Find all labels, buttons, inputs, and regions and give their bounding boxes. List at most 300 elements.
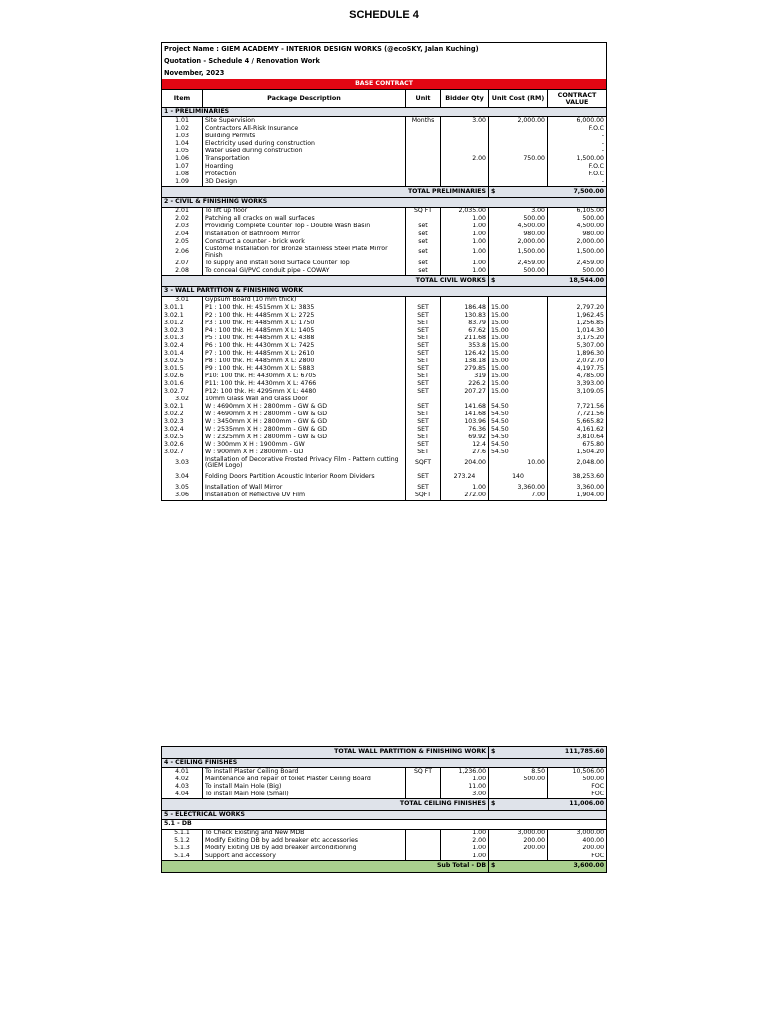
item-number: 3.02.5 (162, 358, 203, 366)
section-header-row (162, 820, 607, 829)
item-description: Providing Complete Counter Top - Double Wash Basin (203, 223, 406, 231)
item-bidder-qty: 1.00 (441, 246, 489, 260)
item-description: Electricity used during construction (203, 140, 406, 148)
item-description: To lift up floor (203, 207, 406, 215)
item-contract-value: 1,896.30 (548, 350, 607, 358)
item-number: 1.03 (162, 133, 203, 141)
total-label: TOTAL WALL PARTITION & FINISHING WORK (162, 747, 489, 759)
item-contract-value: FOC (548, 783, 607, 791)
item-unit-cost: 3,000.00 (489, 829, 548, 837)
total-label: TOTAL CEILING FINISHES (162, 799, 489, 811)
item-number: 3.02.4 (162, 342, 203, 350)
line-item-row (162, 207, 607, 215)
item-description: Patching all cracks on wall surfaces (203, 215, 406, 223)
item-bidder-qty: 11.00 (441, 783, 489, 791)
section-title: 2 - CIVIL & FINISHING WORKS (162, 198, 607, 207)
item-description: Installation of Wall Mirror (203, 484, 406, 492)
item-description: 10mm Glass Wall and Glass Door (203, 396, 406, 404)
item-number: 3.02.6 (162, 373, 203, 381)
item-unit: SET (406, 380, 441, 388)
item-number: 2.07 (162, 260, 203, 268)
item-contract-value: F.O.C (548, 171, 607, 179)
item-unit-cost: 1,500.00 (489, 246, 548, 260)
line-item-row (162, 845, 607, 853)
item-unit: SET (406, 304, 441, 312)
item-description: To install Main Hole (Big) (203, 783, 406, 791)
item-bidder-qty: 204.00 (441, 456, 489, 470)
item-description: To supply and install Solid Surface Counter Top (203, 260, 406, 268)
item-bidder-qty (441, 125, 489, 133)
item-contract-value: 4,500.00 (548, 223, 607, 231)
item-number: 4.04 (162, 791, 203, 799)
item-unit (406, 845, 441, 853)
item-unit (406, 829, 441, 837)
item-number: 3.01.2 (162, 320, 203, 328)
item-bidder-qty: 2,035.00 (441, 207, 489, 215)
item-unit-cost: 15.00 (489, 342, 548, 350)
item-number: 4.02 (162, 776, 203, 784)
item-contract-value: 1,962.45 (548, 312, 607, 320)
item-bidder-qty: 67.62 (441, 327, 489, 335)
item-number: 2.06 (162, 246, 203, 260)
total-currency: $ (489, 275, 548, 287)
item-unit: SET (406, 441, 441, 449)
item-contract-value: 500.00 (548, 215, 607, 223)
subtotal-row (162, 861, 607, 873)
item-bidder-qty: 1.00 (441, 215, 489, 223)
item-number: 3.02.3 (162, 418, 203, 426)
item-description: 3D Design (203, 178, 406, 186)
item-unit: set (406, 267, 441, 275)
item-number: 3.02.7 (162, 388, 203, 396)
item-description: P5 : 100 thk. H: 4485mm X L: 4388 (203, 335, 406, 343)
item-unit-cost: 15.00 (489, 388, 548, 396)
item-contract-value: 1,256.85 (548, 320, 607, 328)
item-unit: SET (406, 484, 441, 492)
line-item-row (162, 320, 607, 328)
item-description: To Check Existing and New MDB (203, 829, 406, 837)
item-bidder-qty (441, 163, 489, 171)
item-unit-cost (489, 791, 548, 799)
item-contract-value: 500.00 (548, 776, 607, 784)
item-unit-cost (489, 783, 548, 791)
item-contract-value: - (548, 140, 607, 148)
item-contract-value: 2,797.20 (548, 304, 607, 312)
item-unit-cost: 750.00 (489, 155, 548, 163)
item-contract-value: FOC (548, 853, 607, 861)
item-unit-cost: 200.00 (489, 837, 548, 845)
item-unit-cost: 980.00 (489, 231, 548, 239)
item-bidder-qty: 1.00 (441, 238, 489, 246)
item-number: 3.01.4 (162, 350, 203, 358)
item-bidder-qty: 1.00 (441, 829, 489, 837)
item-unit: SET (406, 312, 441, 320)
item-unit: Months (406, 117, 441, 125)
line-item-row (162, 125, 607, 133)
item-description: Water used during construction (203, 148, 406, 156)
item-unit (406, 783, 441, 791)
section-header-row (162, 810, 607, 819)
item-contract-value: 3,109.05 (548, 388, 607, 396)
item-bidder-qty: 226.2 (441, 380, 489, 388)
item-bidder-qty: 3.00 (441, 791, 489, 799)
item-contract-value: 3,175.20 (548, 335, 607, 343)
line-item-row (162, 171, 607, 179)
line-item-row (162, 215, 607, 223)
item-bidder-qty: 3.00 (441, 117, 489, 125)
item-bidder-qty (441, 148, 489, 156)
item-bidder-qty: 279.85 (441, 365, 489, 373)
header-description: Package Description (203, 90, 406, 108)
quotation-label: Quotation - Schedule 4 / Renovation Work (162, 55, 607, 67)
line-item-row (162, 403, 607, 411)
quotation-date: November, 2023 (162, 67, 607, 79)
item-bidder-qty: 1.00 (441, 223, 489, 231)
total-value: 7,500.00 (548, 186, 607, 198)
item-unit-cost: 15.00 (489, 380, 548, 388)
item-description: Transportation (203, 155, 406, 163)
section-title: 5 - ELECTRICAL WORKS (162, 810, 607, 819)
line-item-row (162, 434, 607, 442)
item-number: 3.02.3 (162, 327, 203, 335)
item-number: 3.05 (162, 484, 203, 492)
item-number: 3.02.1 (162, 312, 203, 320)
item-bidder-qty: 12.4 (441, 441, 489, 449)
section-header-row (162, 758, 607, 767)
item-contract-value: 400.00 (548, 837, 607, 845)
item-unit: SET (406, 358, 441, 366)
item-number: 2.05 (162, 238, 203, 246)
item-description: P2 : 100 thk. H: 4485mm X L: 2725 (203, 312, 406, 320)
line-item-row (162, 155, 607, 163)
project-name-row (162, 43, 607, 56)
item-unit-cost: 2,000.00 (489, 117, 548, 125)
total-value: 11,006.00 (548, 799, 607, 811)
item-unit-cost (489, 178, 548, 186)
quotation-row (162, 55, 607, 67)
section-title: 4 - CEILING FINISHES (162, 758, 607, 767)
item-unit-cost: 2,000.00 (489, 238, 548, 246)
item-contract-value: F.O.C (548, 125, 607, 133)
item-number: 3.01.3 (162, 335, 203, 343)
item-unit: SET (406, 373, 441, 381)
item-unit-cost: 15.00 (489, 365, 548, 373)
item-bidder-qty: 141.68 (441, 411, 489, 419)
item-bidder-qty (441, 396, 489, 404)
item-unit: SET (406, 470, 441, 484)
item-unit: SET (406, 342, 441, 350)
item-unit-cost: 10.00 (489, 456, 548, 470)
item-bidder-qty: 141.68 (441, 403, 489, 411)
section-total-row (162, 275, 607, 287)
item-number: 3.06 (162, 492, 203, 500)
item-contract-value: 1,500.00 (548, 246, 607, 260)
item-unit-cost: 8.50 (489, 767, 548, 775)
item-number: 3.04 (162, 470, 203, 484)
line-item-row (162, 373, 607, 381)
line-item-row (162, 358, 607, 366)
section-total-row (162, 747, 607, 759)
item-unit-cost: 500.00 (489, 776, 548, 784)
item-bidder-qty: 103.96 (441, 418, 489, 426)
item-unit-cost (489, 396, 548, 404)
item-bidder-qty (441, 178, 489, 186)
section-total-row (162, 186, 607, 198)
item-unit-cost (489, 133, 548, 141)
line-item-row (162, 837, 607, 845)
line-item-row (162, 327, 607, 335)
item-unit-cost: 15.00 (489, 358, 548, 366)
item-bidder-qty: 272.00 (441, 492, 489, 500)
item-description: P6 : 100 thk. H: 4430mm X L: 7425 (203, 342, 406, 350)
item-unit-cost: 500.00 (489, 267, 548, 275)
line-item-row (162, 350, 607, 358)
item-unit: SET (406, 426, 441, 434)
line-item-row (162, 426, 607, 434)
total-currency: $ (489, 747, 548, 759)
item-unit (406, 178, 441, 186)
item-number: 2.01 (162, 207, 203, 215)
item-unit: SET (406, 350, 441, 358)
item-unit: SET (406, 403, 441, 411)
item-bidder-qty: 130.83 (441, 312, 489, 320)
item-contract-value: 1,500.00 (548, 155, 607, 163)
line-item-row (162, 178, 607, 186)
line-item-row (162, 163, 607, 171)
item-contract-value: 5,307.00 (548, 342, 607, 350)
item-description: To install Main Hole (Small) (203, 791, 406, 799)
line-item-row (162, 418, 607, 426)
line-item-row (162, 304, 607, 312)
item-bidder-qty: 76.36 (441, 426, 489, 434)
item-description: Modify Exiting DB by add breaker airconditioning (203, 845, 406, 853)
item-description: P11: 100 thk. H: 4430mm X L: 4766 (203, 380, 406, 388)
item-unit (406, 215, 441, 223)
base-contract-bar (162, 79, 607, 90)
item-contract-value: 980.00 (548, 231, 607, 239)
item-contract-value: 2,072.70 (548, 358, 607, 366)
section-title: 1 - PRELIMINARIES (162, 108, 607, 117)
item-bidder-qty: 273.24 (441, 470, 489, 484)
item-unit: SET (406, 418, 441, 426)
line-item-row (162, 246, 607, 260)
item-contract-value: 4,161.62 (548, 426, 607, 434)
item-unit-cost: 54.50 (489, 403, 548, 411)
item-number: 2.04 (162, 231, 203, 239)
item-unit: set (406, 231, 441, 239)
item-contract-value: 500.00 (548, 267, 607, 275)
item-contract-value: 6,000.00 (548, 117, 607, 125)
item-unit-cost: 15.00 (489, 350, 548, 358)
line-item-row (162, 140, 607, 148)
total-label: TOTAL PRELIMINARIES (162, 186, 489, 198)
item-unit: set (406, 246, 441, 260)
line-item-row (162, 117, 607, 125)
item-description: P10: 100 thk. H: 4430mm X L: 6705 (203, 373, 406, 381)
item-contract-value: 2,048.00 (548, 456, 607, 470)
item-unit: SQFT (406, 492, 441, 500)
total-currency: $ (489, 861, 548, 873)
item-contract-value: - (548, 178, 607, 186)
item-description: Construct a counter - brick work (203, 238, 406, 246)
item-unit-cost: 4,500.00 (489, 223, 548, 231)
item-bidder-qty (441, 296, 489, 304)
item-description: Hoarding (203, 163, 406, 171)
item-number: 3.02.7 (162, 449, 203, 457)
item-contract-value: 200.00 (548, 845, 607, 853)
line-item-row (162, 223, 607, 231)
item-bidder-qty: 1.00 (441, 845, 489, 853)
item-description: Protection (203, 171, 406, 179)
item-contract-value: 1,504.20 (548, 449, 607, 457)
item-unit-cost: 54.50 (489, 411, 548, 419)
item-contract-value: 10,506.00 (548, 767, 607, 775)
item-description: Contractors All-Risk Insurance (203, 125, 406, 133)
item-unit-cost: 15.00 (489, 373, 548, 381)
item-description: P12: 100 thk. H: 4295mm X L: 4480 (203, 388, 406, 396)
item-contract-value: 3,000.00 (548, 829, 607, 837)
item-contract-value: 5,665.82 (548, 418, 607, 426)
item-unit (406, 791, 441, 799)
item-unit: set (406, 238, 441, 246)
item-unit (406, 163, 441, 171)
item-unit-cost: 15.00 (489, 304, 548, 312)
line-item-row (162, 456, 607, 470)
line-item-row (162, 148, 607, 156)
item-number: 3.03 (162, 456, 203, 470)
line-item-row (162, 396, 607, 404)
item-description: Installation of Bathroom Mirror (203, 231, 406, 239)
item-unit: SET (406, 320, 441, 328)
item-bidder-qty: 211.68 (441, 335, 489, 343)
item-description: Custome Installation for Bronze Stainless Steel Plate Mirror Finish (203, 246, 406, 260)
item-unit (406, 171, 441, 179)
item-unit: SET (406, 449, 441, 457)
item-unit-cost (489, 163, 548, 171)
project-name: Project Name : GIEM ACADEMY - INTERIOR DESIGN WORKS (@ecoSKY, Jalan Kuching) (162, 43, 607, 56)
item-number: 1.05 (162, 148, 203, 156)
document-title: SCHEDULE 4 (349, 9, 419, 21)
line-item-row (162, 791, 607, 799)
item-contract-value: F.O.C (548, 163, 607, 171)
item-unit-cost: 54.50 (489, 434, 548, 442)
section-header-row (162, 198, 607, 207)
line-item-row (162, 449, 607, 457)
item-number: 3.01.1 (162, 304, 203, 312)
header-unit-cost: Unit Cost (RM) (489, 90, 548, 108)
item-number: 2.03 (162, 223, 203, 231)
item-bidder-qty: 1.00 (441, 231, 489, 239)
item-number: 3.02.2 (162, 411, 203, 419)
line-item-row (162, 296, 607, 304)
item-bidder-qty: 1.00 (441, 853, 489, 861)
item-description: W : 4690mm X H : 2800mm - GW & GD (203, 403, 406, 411)
item-bidder-qty: 83.79 (441, 320, 489, 328)
item-description: W : 4690mm X H : 2800mm - GW & GD (203, 411, 406, 419)
item-unit: SQ FT (406, 767, 441, 775)
item-contract-value: 6,105.00 (548, 207, 607, 215)
item-bidder-qty: 27.6 (441, 449, 489, 457)
item-unit-cost: 2,459.00 (489, 260, 548, 268)
section-total-row (162, 799, 607, 811)
item-unit (406, 853, 441, 861)
item-number: 3.02.4 (162, 426, 203, 434)
line-item-row (162, 783, 607, 791)
total-value: 18,544.00 (548, 275, 607, 287)
item-unit-cost: 200.00 (489, 845, 548, 853)
item-description: P8 : 100 thk. H: 4485mm X L: 2800 (203, 358, 406, 366)
line-item-row (162, 267, 607, 275)
item-unit (406, 155, 441, 163)
item-description: W : 900mm X H : 2800mm - GD (203, 449, 406, 457)
line-item-row (162, 231, 607, 239)
item-description: P3 : 100 thk. H: 4485mm X L: 1750 (203, 320, 406, 328)
item-bidder-qty: 1.00 (441, 267, 489, 275)
item-unit-cost: 7.00 (489, 492, 548, 500)
item-unit-cost: 15.00 (489, 327, 548, 335)
item-unit: SET (406, 365, 441, 373)
section-title: 3 - WALL PARTITION & FINISHING WORK (162, 287, 607, 296)
item-number: 1.08 (162, 171, 203, 179)
item-description: Folding Doors Partition Acoustic Interior Room Dividers (203, 470, 406, 484)
item-description: P7 : 100 thk. H: 4485mm X L: 2610 (203, 350, 406, 358)
item-description: P4 : 100 thk. H: 4485mm X L: 1405 (203, 327, 406, 335)
item-unit-cost: 500.00 (489, 215, 548, 223)
item-contract-value: - (548, 148, 607, 156)
item-number: 3.01.6 (162, 380, 203, 388)
item-contract-value: 4,785.00 (548, 373, 607, 381)
item-description: W : 300mm X H : 1900mm - GW (203, 441, 406, 449)
line-item-row (162, 829, 607, 837)
item-number: 1.02 (162, 125, 203, 133)
item-unit: SET (406, 335, 441, 343)
line-item-row (162, 260, 607, 268)
item-unit (406, 148, 441, 156)
item-bidder-qty (441, 133, 489, 141)
line-item-row (162, 411, 607, 419)
item-number: 4.03 (162, 783, 203, 791)
item-contract-value: 1,904.00 (548, 492, 607, 500)
line-item-row (162, 342, 607, 350)
item-number: 4.01 (162, 767, 203, 775)
item-number: 3.01 (162, 296, 203, 304)
item-contract-value: - (548, 133, 607, 141)
item-unit (406, 776, 441, 784)
item-contract-value: 3,360.00 (548, 484, 607, 492)
item-number: 1.06 (162, 155, 203, 163)
header-contract-value: CONTRACT VALUE (548, 90, 607, 108)
item-unit-cost: 54.50 (489, 418, 548, 426)
item-number: 5.1.2 (162, 837, 203, 845)
section-title: 5.1 - DB (162, 820, 607, 829)
item-description: Site Supervision (203, 117, 406, 125)
item-unit: set (406, 260, 441, 268)
item-bidder-qty: 353.8 (441, 342, 489, 350)
item-contract-value: 2,459.00 (548, 260, 607, 268)
item-unit-cost: 54.50 (489, 426, 548, 434)
item-number: 1.09 (162, 178, 203, 186)
item-description: P1 : 100 thk. H: 4515mm X L: 3835 (203, 304, 406, 312)
item-unit-cost: 15.00 (489, 320, 548, 328)
item-number: 5.1.4 (162, 853, 203, 861)
schedule-table-part-1 (161, 42, 607, 501)
date-row (162, 67, 607, 79)
line-item-row (162, 776, 607, 784)
header-bidder-qty: Bidder Qty (441, 90, 489, 108)
item-description: Building Permits (203, 133, 406, 141)
item-bidder-qty: 2.00 (441, 837, 489, 845)
total-currency: $ (489, 799, 548, 811)
